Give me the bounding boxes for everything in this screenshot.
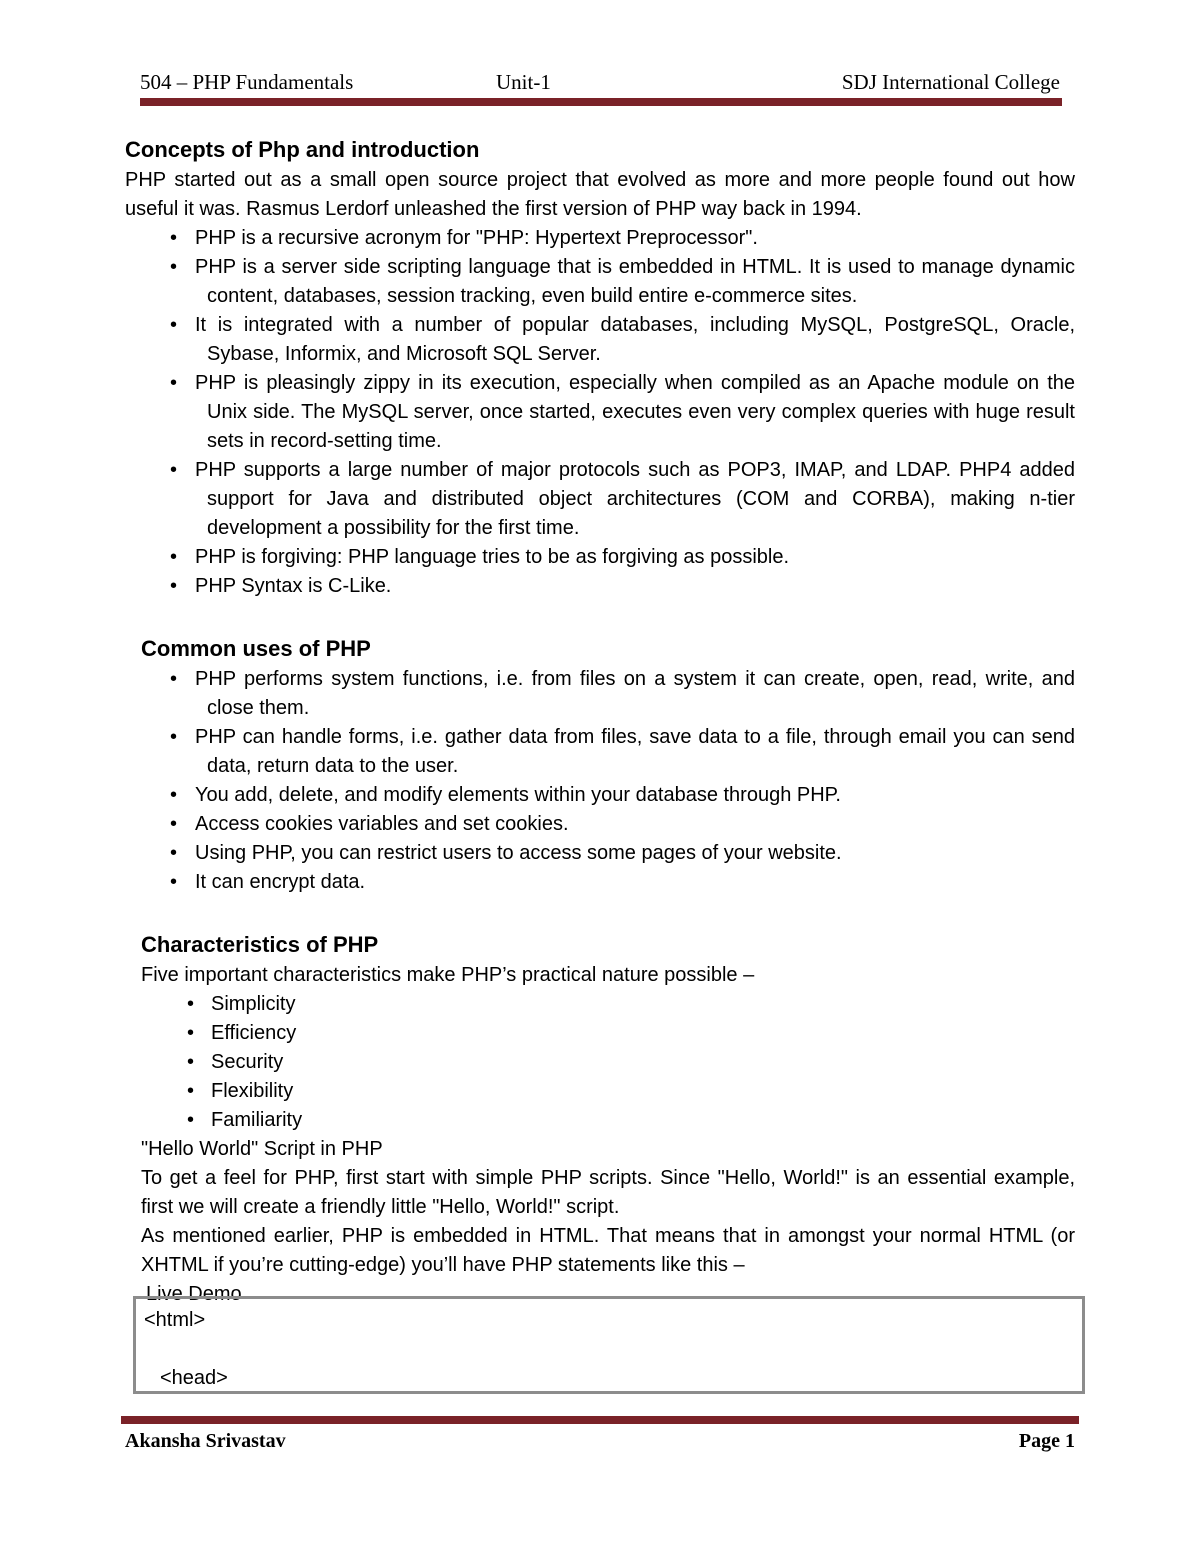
hello-world-heading: "Hello World" Script in PHP [141, 1138, 383, 1160]
uses-list [125, 665, 1075, 897]
list-item: • Simplicity [125, 990, 1075, 1019]
list-item: • Flexibility [125, 1077, 1075, 1106]
live-demo-label: Live Demo [146, 1283, 242, 1305]
list-item: • PHP is a recursive acronym for "PHP: Hypertext Preprocessor". [125, 224, 1075, 253]
list-item: • PHP Syntax is C-Like. [125, 572, 1075, 601]
list-item: • Efficiency [125, 1019, 1075, 1048]
list-item: • Using PHP, you can restrict users to access some pages of your website. [125, 839, 1075, 868]
section-title-uses: Common uses of PHP [141, 636, 371, 661]
footer-rule [121, 1416, 1079, 1424]
section-title-concepts: Concepts of Php and introduction [125, 137, 480, 162]
concepts-list [125, 224, 1075, 601]
concepts-intro: PHP started out as a small open source project that evolved as more and more people found out how useful it was. Rasmus Lerdorf unleashed the first version of PHP way back in 1994. [125, 169, 1075, 220]
list-item: • PHP is forgiving: PHP language tries to be as forgiving as possible. [125, 543, 1075, 572]
list-item: • It can encrypt data. [125, 868, 1075, 897]
footer-author: Akansha Srivastav [125, 1430, 286, 1452]
hello-world-para-2: As mentioned earlier, PHP is embedded in HTML. That means that in amongst your normal HTML (or XHTML if you’re cutting-edge) you’ll have PHP statements like this – [141, 1225, 1075, 1276]
list-item: • PHP performs system functions, i.e. from files on a system it can create, open, read, write, and close them. [125, 665, 1075, 723]
list-item: • PHP can handle forms, i.e. gather data from files, save data to a file, through email you can send data, return data to the user. [125, 723, 1075, 781]
hello-world-para-1: To get a feel for PHP, first start with simple PHP scripts. Since "Hello, World!" is an essential example, first we will create a friendly little "Hello, World!" script. [141, 1167, 1075, 1218]
code-line: <html> [144, 1309, 206, 1331]
characteristics-intro: Five important characteristics make PHP’s practical nature possible – [141, 964, 755, 986]
section-title-characteristics: Characteristics of PHP [141, 932, 379, 957]
characteristics-list [125, 990, 1075, 1135]
header-unit: Unit-1 [496, 70, 551, 94]
footer-page-number: Page 1 [1018, 1430, 1075, 1452]
code-block [133, 1296, 1085, 1394]
list-item: • PHP is pleasingly zippy in its execution, especially when compiled as an Apache module on the Unix side. The MySQL server, once started, executes even very complex queries with huge result sets in record-setting time. [125, 369, 1075, 456]
list-item: • Access cookies variables and set cookies. [125, 810, 1075, 839]
list-item: • Familiarity [125, 1106, 1075, 1135]
list-item: • It is integrated with a number of popular databases, including MySQL, PostgreSQL, Oracle, Sybase, Informix, and Microsoft SQL Server. [125, 311, 1075, 369]
list-item: • Security [125, 1048, 1075, 1077]
list-item: • You add, delete, and modify elements within your database through PHP. [125, 781, 1075, 810]
header-college: SDJ International College [841, 70, 1060, 94]
list-item: • PHP supports a large number of major protocols such as POP3, IMAP, and LDAP. PHP4 added support for Java and distributed object architectures (COM and CORBA), making n-tier development a possibility for the first time. [125, 456, 1075, 543]
page-content [125, 134, 1075, 1309]
header-course: 504 – PHP Fundamentals [140, 70, 354, 94]
list-item: • PHP is a server side scripting language that is embedded in HTML. It is used to manage dynamic content, databases, session tracking, even build entire e-commerce sites. [125, 253, 1075, 311]
code-line: <head> [160, 1367, 228, 1389]
page-header [140, 70, 1060, 100]
header-rule [140, 98, 1062, 106]
